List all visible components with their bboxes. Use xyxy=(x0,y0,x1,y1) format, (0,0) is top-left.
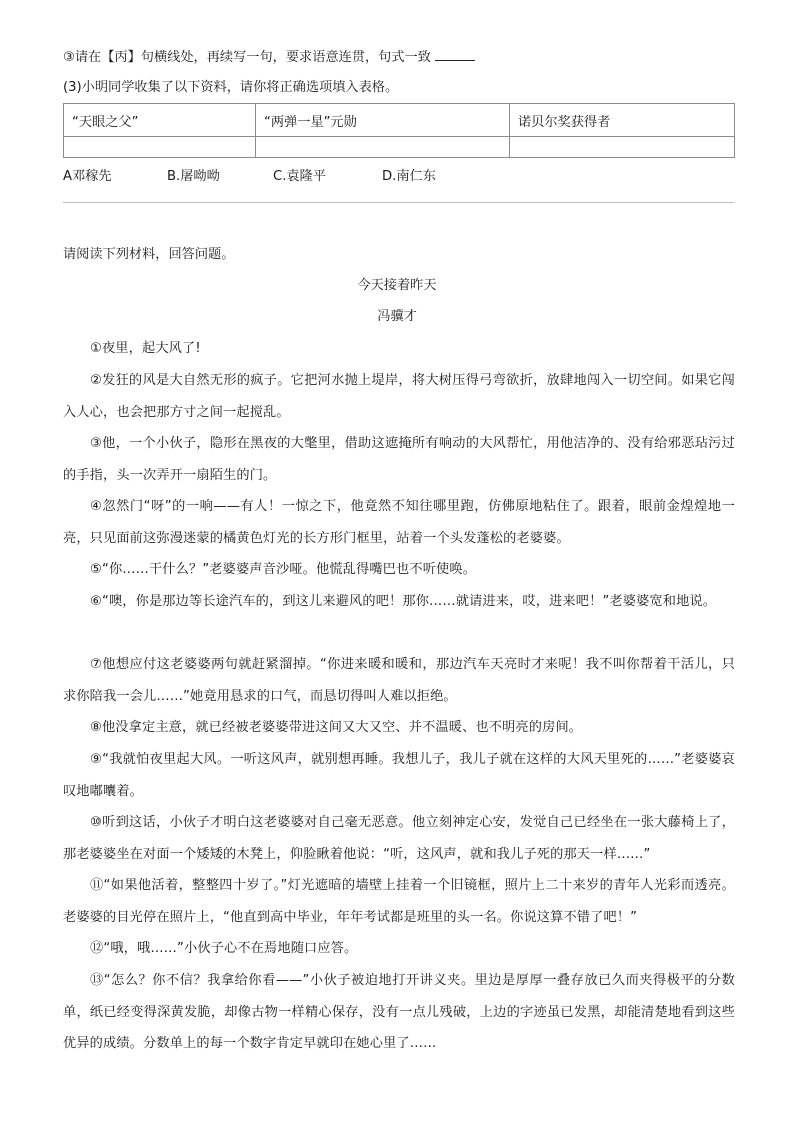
paragraph-4: ④忽然门“呀”的一响——有人！一惊之下，他竟然不知往哪里跑，仿佛原地粘住了。跟着，眼前金煌煌地一亮，只见面前这弥漫迷蒙的橘黄色灯光的长方形门框里，站着一个头发蓬松的老婆婆。 xyxy=(63,499,735,546)
table-header-row xyxy=(64,104,735,137)
option-c: C.袁隆平 xyxy=(273,169,326,184)
answer-blank[interactable] xyxy=(435,46,475,61)
table-header-cell: “两弹一星”元勋 xyxy=(256,104,510,137)
answer-cell[interactable] xyxy=(64,137,256,158)
table-header-cell: 诺贝尔奖获得者 xyxy=(510,104,735,137)
paragraph-9: ⑨“我就怕夜里起大风。一听这风声，就别想再睡。我想儿子，我儿子就在这样的大风天里死的……”老婆婆哀叹地嘟囔着。 xyxy=(63,752,735,799)
paragraph-5: ⑤“你……干什么？”老婆婆声音沙哑。他慌乱得嘴巴也不听使唤。 xyxy=(90,562,477,577)
article-title: 今天接着昨天 xyxy=(357,278,437,293)
paragraph-7: ⑦他想应付这老婆婆两句就赶紧溜掉。“你进来暖和暖和，那边汽车天亮时才来呢！我不叫你帮着干活儿，只求你陪我一会儿……”她竟用恳求的口气，而恳切得叫人难以拒绝。 xyxy=(63,657,735,704)
article-author: 冯骥才 xyxy=(377,309,417,324)
answer-cell[interactable] xyxy=(256,137,510,158)
paragraph-2: ②发狂的风是大自然无形的疯子。它把河水抛上堤岸，将大树压得弓弯欲折，放肆地闯入一切空间。如果它闯入人心，也会把那方寸之间一起搅乱。 xyxy=(63,373,735,420)
table-answer-row xyxy=(64,137,735,158)
reading-prompt: 请阅读下列材料，回答问题。 xyxy=(63,247,235,262)
answer-cell[interactable] xyxy=(510,137,735,158)
paragraph-3: ③他，一个小伙子，隐形在黑夜的大氅里，借助这遮掩所有响动的大风帮忙，用他洁净的、没有给邪恶玷污过的手指，头一次弄开一扇陌生的门。 xyxy=(63,436,735,483)
question-item-3 xyxy=(63,46,475,68)
paragraph-8: ⑧他没拿定主意，就已经被老婆婆带进这间又大又空、并不温暖、也不明亮的房间。 xyxy=(90,720,583,735)
table-header-cell: “天眼之父” xyxy=(64,104,256,137)
question-item-3-text: ③请在【丙】句横线处，再续写一句，要求语意连贯，句式一致 xyxy=(63,50,431,65)
section-divider xyxy=(63,202,734,203)
paragraph-6: ⑥“噢，你是那边等长途汽车的，到这儿来避风的吧！那你……就请进来，哎，进来吧！”老婆婆宽和地说。 xyxy=(90,594,717,609)
option-a: A邓稼先 xyxy=(63,169,112,184)
paragraph-11: ⑪“如果他活着，整整四十岁了。”灯光遮暗的墙壁上挂着一个旧镜框，照片上二十来岁的青年人光彩而透亮。老婆婆的目光停在照片上，“他直到高中毕业，年年考试都是班里的头一名。你说这算不错了吧！” xyxy=(63,878,735,925)
option-d: D.南仁东 xyxy=(382,169,436,184)
option-b: B.屠呦呦 xyxy=(167,169,220,184)
question-part-3: (3)小明同学收集了以下资料，请你将正确选项填入表格。 xyxy=(63,80,399,95)
paragraph-1: ①夜里，起大风了! xyxy=(90,341,201,356)
paragraph-13: ⑬“怎么？你不信？我拿给你看——”小伙子被迫地打开讲义夹。里边是厚厚一叠存放已久而夹得极平的分数单，纸已经变得深黄发脆，却像古物一样精心保存，没有一点儿残破，上边的字迹虽已发黑，却能清楚地看到这些优异的成绩。分数单上的每一个数字肯定早就印在她心里了…… xyxy=(63,973,735,1051)
paragraph-10: ⑩听到这话，小伙子才明白这老婆婆对自己毫无恶意。他立刻神定心安，发觉自己已经坐在一张大藤椅上了，那老婆婆坐在对面一个矮矮的木凳上，仰脸瞅着他说：“听，这风声，就和我儿子死的那天一样……” xyxy=(63,815,735,862)
paragraph-12: ⑫“哦，哦……”小伙子心不在焉地随口应答。 xyxy=(90,941,358,956)
answer-table xyxy=(63,103,735,158)
